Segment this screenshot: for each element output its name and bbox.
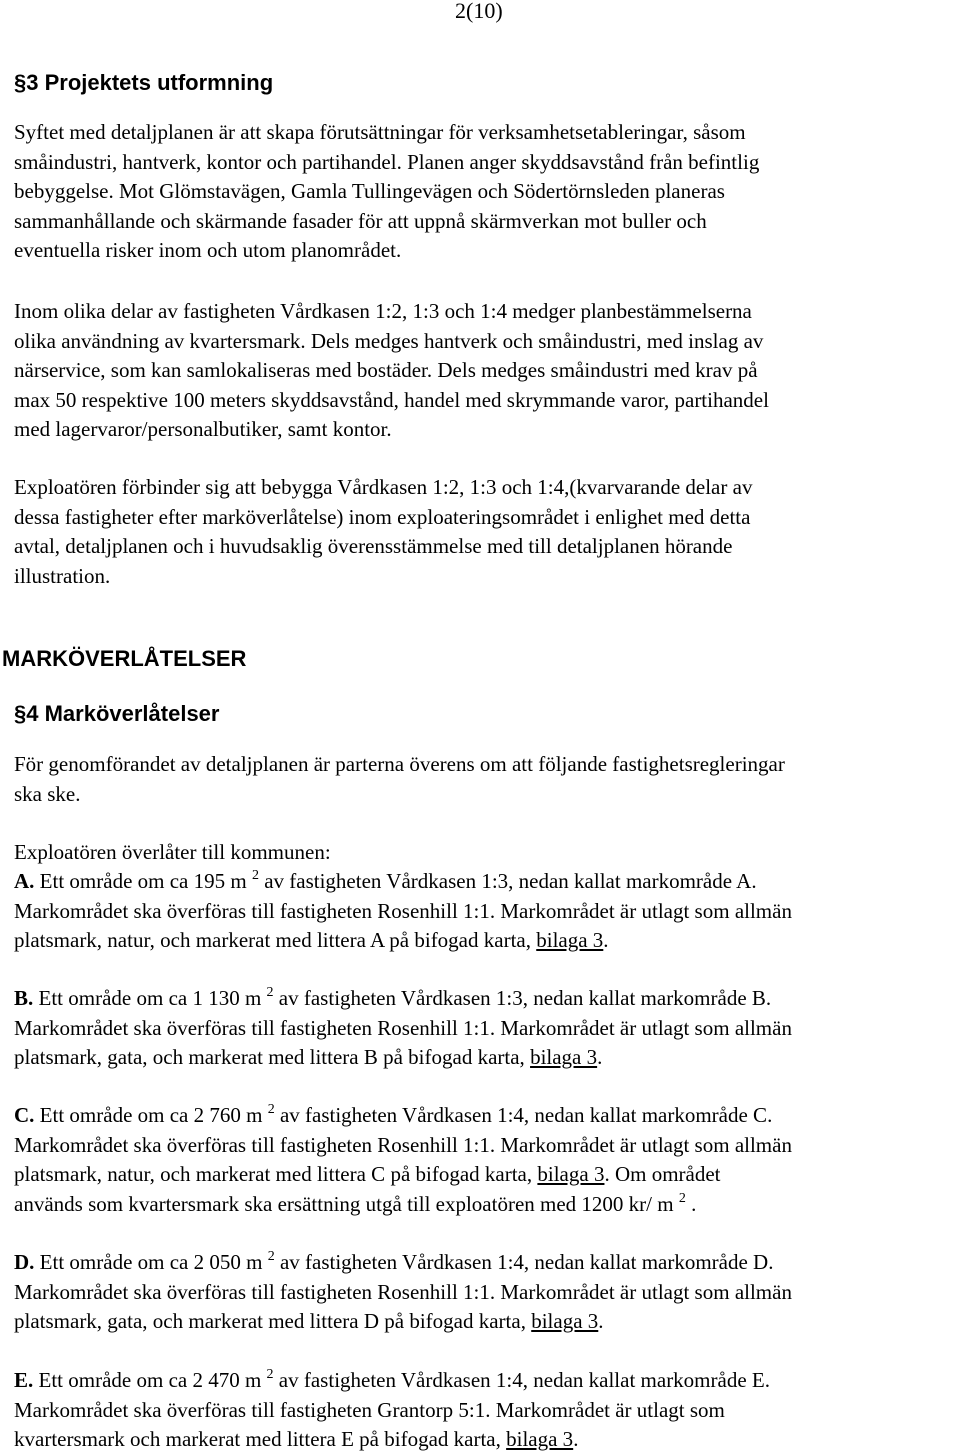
section-3-paragraph-1 — [14, 118, 960, 266]
section-3-heading — [14, 70, 273, 96]
item-line — [14, 1101, 960, 1131]
item-letter: D. — [14, 1250, 35, 1274]
text-line: För genomförandet av detaljplanen är parterna överens om att följande fastighetsregleringar — [14, 752, 785, 776]
item-text: platsmark, gata, och markerat med littera D på bifogad karta, — [14, 1309, 532, 1333]
item-line — [14, 1248, 960, 1278]
text-line: Exploatören förbinder sig att bebygga Vårdkasen 1:2, 1:3 och 1:4,(kvarvarande delar av — [14, 475, 753, 499]
item-line — [14, 1190, 960, 1220]
text-line: Inom olika delar av fastigheten Vårdkasen 1:2, 1:3 och 1:4 medger planbestämmelserna — [14, 299, 752, 323]
item-line — [14, 926, 960, 956]
transfer-item-b — [14, 984, 960, 1073]
item-text: kvartersmark och markerat med littera E på bifogad karta, — [14, 1427, 507, 1451]
transfer-item-c — [14, 1101, 960, 1219]
text-line: ska ske. — [14, 781, 81, 806]
item-line: Markområdet ska överföras till fastigheten Grantorp 5:1. Markområdet är utlagt som — [14, 1397, 725, 1422]
item-letter: B. — [14, 986, 34, 1010]
text-line: max 50 respektive 100 meters skyddsavstånd, handel med skrymmande varor, partihandel — [14, 387, 769, 412]
item-letter: C. — [14, 1103, 35, 1127]
section-3-paragraph-2 — [14, 297, 960, 445]
item-text: av fastigheten Vårdkasen 1:4, nedan kallat markområde C. — [274, 1103, 773, 1127]
item-line — [14, 1366, 960, 1396]
text-line: småindustri, hantverk, kontor och partihandel. Planen anger skyddsavstånd från befintlig — [14, 149, 760, 174]
superscript: 2 — [266, 1367, 274, 1382]
item-text: Ett område om ca 2 760 m — [34, 1103, 263, 1127]
section-4-title: 4 Marköverlåtelser — [26, 701, 220, 726]
item-line — [14, 1425, 960, 1455]
item-line: Markområdet ska överföras till fastigheten Rosenhill 1:1. Markområdet är utlagt som allmän — [14, 898, 792, 923]
bilaga-link[interactable]: bilaga 3 — [536, 928, 604, 952]
superscript: 2 — [266, 985, 274, 1000]
item-text: används som kvartersmark ska ersättning utgå till exploatören med 1200 kr/ m — [14, 1191, 674, 1216]
transfer-item-e — [14, 1366, 960, 1455]
item-line — [14, 1043, 960, 1073]
item-text: platsmark, gata, och markerat med littera B på bifogad karta, — [14, 1045, 531, 1069]
item-line — [14, 1307, 960, 1337]
section-4-intro — [14, 750, 960, 809]
item-text: Ett område om ca 2 470 m — [33, 1368, 262, 1392]
item-line: Markområdet ska överföras till fastigheten Rosenhill 1:1. Markområdet är utlagt som allmän — [14, 1015, 792, 1040]
item-letter: E. — [14, 1368, 34, 1392]
item-text: av fastigheten Vårdkasen 1:4, nedan kallat markområde D. — [274, 1250, 774, 1274]
main-heading: MARKÖVERLÅTELSER — [2, 646, 247, 671]
transfer-item-d — [14, 1248, 960, 1337]
item-text: . — [603, 928, 609, 952]
bilaga-link[interactable]: bilaga 3 — [531, 1309, 599, 1333]
item-text: . — [685, 1191, 697, 1216]
item-line — [14, 1160, 960, 1190]
section-3-paragraph-3 — [14, 473, 960, 591]
item-line — [14, 984, 960, 1014]
section-symbol: § — [14, 701, 27, 726]
text-line: Exploatören överlåter till kommunen: — [14, 840, 331, 864]
item-text: av fastigheten Vårdkasen 1:3, nedan kallat markområde A. — [258, 869, 757, 893]
item-text: platsmark, natur, och markerat med littera A på bifogad karta, — [14, 928, 537, 952]
item-text: platsmark, natur, och markerat med littera C på bifogad karta, — [14, 1162, 538, 1186]
text-line: sammanhållande och skärmande fasader för att uppnå skärmverkan mot buller och — [14, 208, 707, 233]
item-text: av fastigheten Vårdkasen 1:4, nedan kallat markområde E. — [273, 1368, 770, 1392]
section-3-title: 3 Projektets utformning — [26, 70, 274, 95]
item-text: . — [598, 1309, 604, 1333]
transfer-intro — [14, 838, 960, 868]
item-line — [14, 867, 960, 897]
section-symbol: § — [14, 70, 27, 95]
item-line: Markområdet ska överföras till fastigheten Rosenhill 1:1. Markområdet är utlagt som allmän — [14, 1132, 792, 1157]
bilaga-link[interactable]: bilaga 3 — [530, 1045, 598, 1069]
item-letter: A. — [14, 869, 35, 893]
text-line: dessa fastigheter efter marköverlåtelse) inom exploateringsområdet i enlighet med detta — [14, 504, 751, 529]
bilaga-link[interactable]: bilaga 3 — [537, 1162, 605, 1186]
item-line: Markområdet ska överföras till fastigheten Rosenhill 1:1. Markområdet är utlagt som allmän — [14, 1279, 792, 1304]
text-line: illustration. — [14, 563, 111, 588]
transfer-item-a — [14, 867, 960, 956]
text-line: med lagervaror/personalbutiker, samt kontor. — [14, 417, 392, 441]
text-line: eventuella risker inom och utom planområdet. — [14, 238, 402, 262]
superscript: 2 — [251, 868, 259, 883]
bilaga-link[interactable]: bilaga 3 — [506, 1427, 574, 1451]
section-4-heading — [14, 701, 219, 727]
item-text: Ett område om ca 1 130 m — [33, 986, 262, 1010]
text-line: olika användning av kvartersmark. Dels medges hantverk och småindustri, med inslag av — [14, 328, 764, 353]
superscript: 2 — [267, 1102, 275, 1117]
text-line: bebyggelse. Mot Glömstavägen, Gamla Tullingevägen och Södertörnsleden planeras — [14, 179, 725, 203]
item-text: . Om området — [604, 1162, 721, 1186]
page-number: 2(10) — [455, 0, 503, 23]
text-line: avtal, detaljplanen och i huvudsaklig överensstämmelse med till detaljplanen hörande — [14, 534, 733, 558]
item-text: av fastigheten Vårdkasen 1:3, nedan kallat markområde B. — [273, 986, 772, 1010]
superscript: 2 — [267, 1249, 275, 1264]
superscript: 2 — [678, 1190, 686, 1206]
item-text: . — [597, 1045, 603, 1069]
item-text: . — [573, 1427, 579, 1451]
item-text: Ett område om ca 2 050 m — [34, 1250, 263, 1274]
text-line: närservice, som kan samlokaliseras med bostäder. Dels medges småindustri med krav på — [14, 358, 758, 382]
item-text: Ett område om ca 195 m — [34, 869, 247, 893]
text-line: Syftet med detaljplanen är att skapa förutsättningar för verksamhetsetableringar, såsom — [14, 120, 746, 144]
